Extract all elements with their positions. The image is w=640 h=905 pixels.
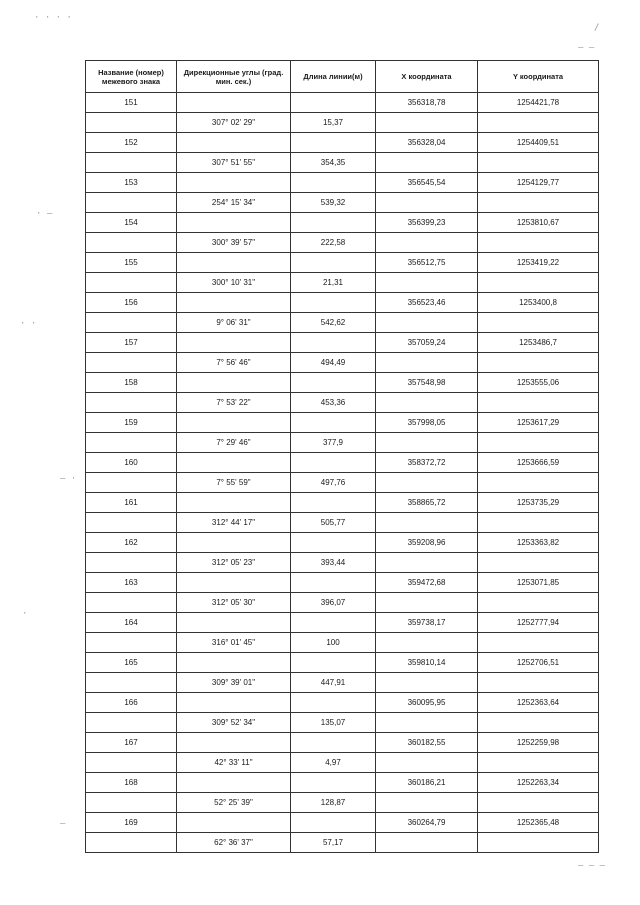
empty-cell [291,133,376,153]
y-coordinate-cell: 1253400,8 [478,293,599,313]
point-row [86,453,599,473]
segment-row [86,713,599,733]
point-name-cell: 159 [86,413,177,433]
point-row [86,533,599,553]
empty-cell [177,293,291,313]
x-coordinate-cell: 357998,05 [376,413,478,433]
empty-cell [291,93,376,113]
header-direction-angle: Дирекционные углы (град. мин. сек.) [177,61,291,93]
empty-cell [291,413,376,433]
empty-cell [177,493,291,513]
empty-cell [177,653,291,673]
empty-cell [291,253,376,273]
x-coordinate-cell: 360095,95 [376,693,478,713]
x-coordinate-cell: 356545,54 [376,173,478,193]
empty-cell [478,793,599,813]
empty-cell [376,313,478,333]
point-row [86,413,599,433]
scan-mark: · · [20,319,37,329]
empty-cell [478,353,599,373]
point-row [86,493,599,513]
empty-cell [376,633,478,653]
empty-cell [86,273,177,293]
segment-row [86,193,599,213]
table-body [86,93,599,853]
scan-mark: – – [578,43,595,53]
empty-cell [376,433,478,453]
empty-cell [478,153,599,173]
empty-cell [478,433,599,453]
empty-cell [291,453,376,473]
point-row [86,293,599,313]
point-name-cell: 160 [86,453,177,473]
x-coordinate-cell: 359208,96 [376,533,478,553]
point-name-cell: 157 [86,333,177,353]
y-coordinate-cell: 1252259,98 [478,733,599,753]
empty-cell [177,773,291,793]
empty-cell [86,153,177,173]
scan-mark: · [22,609,28,619]
empty-cell [376,473,478,493]
point-row [86,213,599,233]
empty-cell [177,93,291,113]
empty-cell [86,353,177,373]
segment-row [86,473,599,493]
segment-row [86,673,599,693]
empty-cell [376,833,478,853]
empty-cell [86,193,177,213]
header-point-name: Название (номер) межевого знака [86,61,177,93]
x-coordinate-cell: 356399,23 [376,213,478,233]
scan-mark: – – – [578,861,606,871]
empty-cell [478,513,599,533]
line-length-cell: 15,37 [291,113,376,133]
empty-cell [86,553,177,573]
empty-cell [86,433,177,453]
empty-cell [177,253,291,273]
point-name-cell: 154 [86,213,177,233]
y-coordinate-cell: 1253419,22 [478,253,599,273]
point-name-cell: 169 [86,813,177,833]
segment-row [86,793,599,813]
empty-cell [86,313,177,333]
line-length-cell: 542,62 [291,313,376,333]
empty-cell [291,773,376,793]
direction-angle-cell: 316° 01' 45" [177,633,291,653]
point-name-cell: 152 [86,133,177,153]
point-name-cell: 161 [86,493,177,513]
empty-cell [376,273,478,293]
empty-cell [291,213,376,233]
empty-cell [177,173,291,193]
direction-angle-cell: 307° 02' 29" [177,113,291,133]
scan-mark: · · · · [34,13,72,23]
boundary-coordinates-table [85,60,599,853]
direction-angle-cell: 312° 05' 30" [177,593,291,613]
empty-cell [376,713,478,733]
point-name-cell: 156 [86,293,177,313]
empty-cell [376,353,478,373]
point-name-cell: 163 [86,573,177,593]
segment-row [86,633,599,653]
point-name-cell: 151 [86,93,177,113]
y-coordinate-cell: 1254129,77 [478,173,599,193]
empty-cell [291,653,376,673]
direction-angle-cell: 312° 05' 23" [177,553,291,573]
empty-cell [376,233,478,253]
point-row [86,573,599,593]
empty-cell [478,593,599,613]
segment-row [86,273,599,293]
empty-cell [86,473,177,493]
segment-row [86,393,599,413]
point-row [86,253,599,273]
empty-cell [478,553,599,573]
empty-cell [177,333,291,353]
line-length-cell: 377,9 [291,433,376,453]
direction-angle-cell: 307° 51' 55" [177,153,291,173]
empty-cell [177,533,291,553]
empty-cell [291,533,376,553]
empty-cell [376,553,478,573]
empty-cell [478,833,599,853]
empty-cell [177,133,291,153]
empty-cell [478,233,599,253]
empty-cell [177,573,291,593]
empty-cell [291,573,376,593]
point-row [86,693,599,713]
direction-angle-cell: 309° 52' 34" [177,713,291,733]
empty-cell [376,193,478,213]
line-length-cell: 128,87 [291,793,376,813]
line-length-cell: 4,97 [291,753,376,773]
direction-angle-cell: 300° 39' 57" [177,233,291,253]
y-coordinate-cell: 1252365,48 [478,813,599,833]
line-length-cell: 447,91 [291,673,376,693]
y-coordinate-cell: 1254409,51 [478,133,599,153]
empty-cell [478,273,599,293]
empty-cell [291,293,376,313]
point-name-cell: 166 [86,693,177,713]
point-name-cell: 162 [86,533,177,553]
empty-cell [177,613,291,633]
point-row [86,173,599,193]
y-coordinate-cell: 1253071,85 [478,573,599,593]
empty-cell [86,713,177,733]
empty-cell [177,213,291,233]
point-name-cell: 155 [86,253,177,273]
point-row [86,133,599,153]
line-length-cell: 222,58 [291,233,376,253]
x-coordinate-cell: 360264,79 [376,813,478,833]
y-coordinate-cell: 1253555,06 [478,373,599,393]
point-row [86,613,599,633]
empty-cell [86,513,177,533]
y-coordinate-cell: 1253486,7 [478,333,599,353]
line-length-cell: 497,76 [291,473,376,493]
x-coordinate-cell: 357059,24 [376,333,478,353]
empty-cell [177,733,291,753]
x-coordinate-cell: 358372,72 [376,453,478,473]
x-coordinate-cell: 360182,55 [376,733,478,753]
empty-cell [177,813,291,833]
point-name-cell: 167 [86,733,177,753]
point-name-cell: 153 [86,173,177,193]
segment-row [86,313,599,333]
header-line-length: Длина линии(м) [291,61,376,93]
empty-cell [86,633,177,653]
y-coordinate-cell: 1253735,29 [478,493,599,513]
empty-cell [376,753,478,773]
empty-cell [86,393,177,413]
empty-cell [376,513,478,533]
empty-cell [177,373,291,393]
empty-cell [478,113,599,133]
header-y-coordinate: Y координата [478,61,599,93]
empty-cell [478,473,599,493]
empty-cell [177,453,291,473]
point-row [86,773,599,793]
y-coordinate-cell: 1254421,78 [478,93,599,113]
direction-angle-cell: 9° 06' 31" [177,313,291,333]
point-row [86,653,599,673]
line-length-cell: 135,07 [291,713,376,733]
x-coordinate-cell: 356523,46 [376,293,478,313]
empty-cell [376,153,478,173]
point-row [86,373,599,393]
empty-cell [478,193,599,213]
y-coordinate-cell: 1252706,51 [478,653,599,673]
empty-cell [86,593,177,613]
segment-row [86,113,599,133]
point-name-cell: 158 [86,373,177,393]
scan-mark: – [60,819,66,829]
point-name-cell: 164 [86,613,177,633]
y-coordinate-cell: 1252777,94 [478,613,599,633]
x-coordinate-cell: 356328,04 [376,133,478,153]
point-name-cell: 165 [86,653,177,673]
empty-cell [478,393,599,413]
x-coordinate-cell: 357548,98 [376,373,478,393]
point-row [86,733,599,753]
empty-cell [478,633,599,653]
x-coordinate-cell: 359738,17 [376,613,478,633]
direction-angle-cell: 52° 25' 39" [177,793,291,813]
line-length-cell: 354,35 [291,153,376,173]
empty-cell [291,173,376,193]
scan-mark: / [594,23,600,33]
empty-cell [177,413,291,433]
empty-cell [478,753,599,773]
y-coordinate-cell: 1253666,59 [478,453,599,473]
direction-angle-cell: 7° 53' 22" [177,393,291,413]
empty-cell [86,793,177,813]
segment-row [86,833,599,853]
x-coordinate-cell: 360186,21 [376,773,478,793]
empty-cell [376,113,478,133]
empty-cell [291,693,376,713]
line-length-cell: 396,07 [291,593,376,613]
x-coordinate-cell: 358865,72 [376,493,478,513]
direction-angle-cell: 300° 10' 31" [177,273,291,293]
line-length-cell: 539,32 [291,193,376,213]
y-coordinate-cell: 1252263,34 [478,773,599,793]
point-row [86,93,599,113]
empty-cell [177,693,291,713]
empty-cell [376,673,478,693]
segment-row [86,433,599,453]
empty-cell [478,673,599,693]
empty-cell [376,793,478,813]
y-coordinate-cell: 1253810,67 [478,213,599,233]
line-length-cell: 393,44 [291,553,376,573]
direction-angle-cell: 7° 29' 46" [177,433,291,453]
x-coordinate-cell: 356512,75 [376,253,478,273]
empty-cell [478,713,599,733]
direction-angle-cell: 309° 39' 01" [177,673,291,693]
empty-cell [86,673,177,693]
empty-cell [291,493,376,513]
empty-cell [291,333,376,353]
table-header-row [86,61,599,93]
empty-cell [86,113,177,133]
empty-cell [291,613,376,633]
x-coordinate-cell: 359472,68 [376,573,478,593]
point-row [86,333,599,353]
line-length-cell: 453,36 [291,393,376,413]
empty-cell [291,813,376,833]
direction-angle-cell: 42° 33' 11" [177,753,291,773]
scan-mark: – · [60,474,77,484]
empty-cell [86,833,177,853]
direction-angle-cell: 254° 15' 34" [177,193,291,213]
y-coordinate-cell: 1252363,64 [478,693,599,713]
header-x-coordinate: X координата [376,61,478,93]
direction-angle-cell: 7° 55' 59" [177,473,291,493]
point-row [86,813,599,833]
empty-cell [86,753,177,773]
y-coordinate-cell: 1253617,29 [478,413,599,433]
line-length-cell: 21,31 [291,273,376,293]
segment-row [86,233,599,253]
empty-cell [291,373,376,393]
segment-row [86,593,599,613]
y-coordinate-cell: 1253363,82 [478,533,599,553]
segment-row [86,353,599,373]
line-length-cell: 494,49 [291,353,376,373]
x-coordinate-cell: 359810,14 [376,653,478,673]
segment-row [86,753,599,773]
empty-cell [291,733,376,753]
point-name-cell: 168 [86,773,177,793]
scan-mark: · – [36,209,53,219]
direction-angle-cell: 62° 36' 37" [177,833,291,853]
line-length-cell: 505,77 [291,513,376,533]
empty-cell [376,593,478,613]
segment-row [86,513,599,533]
direction-angle-cell: 312° 44' 17" [177,513,291,533]
empty-cell [478,313,599,333]
segment-row [86,553,599,573]
line-length-cell: 100 [291,633,376,653]
empty-cell [86,233,177,253]
segment-row [86,153,599,173]
direction-angle-cell: 7° 56' 46" [177,353,291,373]
line-length-cell: 57,17 [291,833,376,853]
empty-cell [376,393,478,413]
x-coordinate-cell: 356318,78 [376,93,478,113]
